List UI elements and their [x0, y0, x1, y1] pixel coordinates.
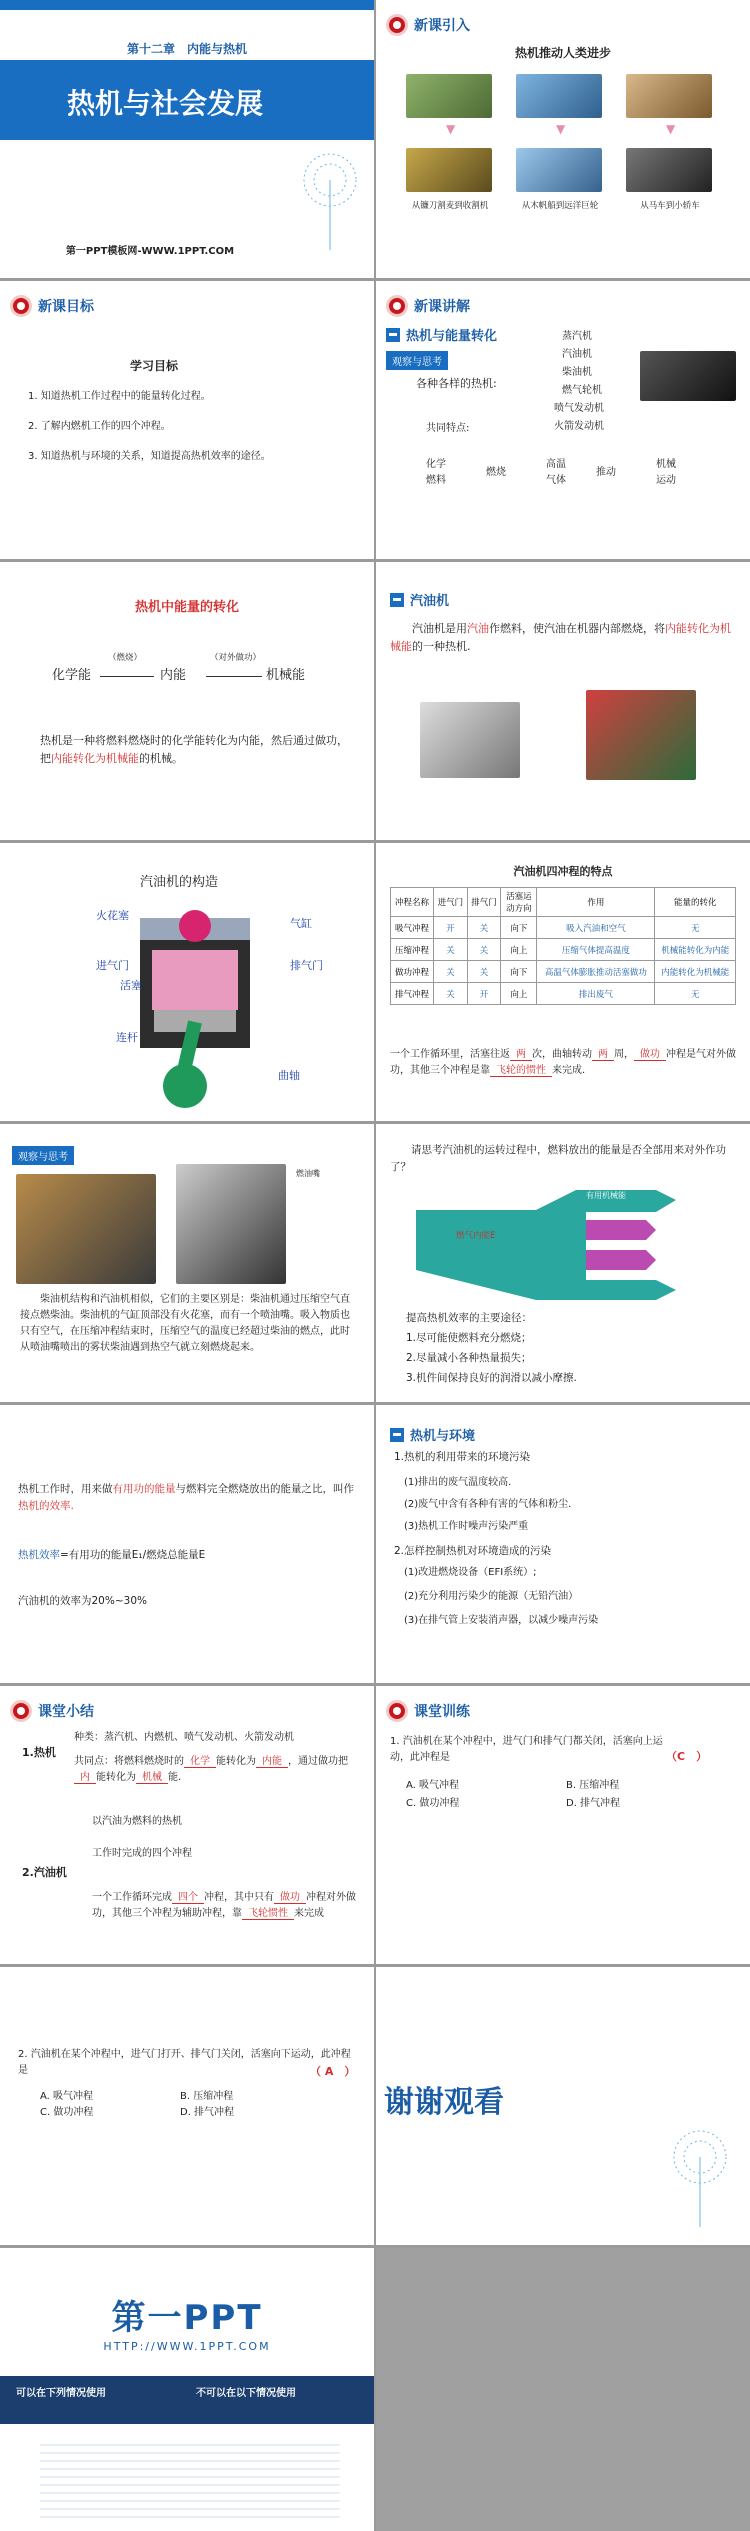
goals-title: 学习目标	[130, 359, 179, 373]
injector-caption: 燃油嘴	[296, 1169, 320, 1178]
slide-efficiency	[376, 1124, 750, 1402]
annot-burn: （燃烧）	[108, 653, 143, 663]
image-diesel-engine	[16, 1174, 156, 1284]
label-cylinder: 气缸	[290, 917, 312, 930]
image-steam-train	[640, 351, 736, 401]
energy-mech: 机械能	[266, 668, 306, 683]
section-header: 新课目标	[10, 295, 94, 317]
observe-tag: 观察与思考	[12, 1146, 74, 1165]
link-list	[40, 2438, 340, 2518]
empty-area	[376, 2248, 750, 2531]
target-icon	[386, 1700, 408, 1722]
summary-line: 共同点：将燃料燃烧时的 化学 能转化为 内能 ，通过做功把内 能转化为 机械 能.	[74, 1756, 348, 1783]
summary-line: 工作时完成的四个冲程	[92, 1848, 192, 1859]
subsection-header: 热机与能量转化	[386, 325, 497, 344]
label-piston: 活塞	[120, 979, 142, 992]
image-engine-color	[586, 690, 696, 780]
env-item: (3)在排气管上安装消声器，以减少噪声污染	[404, 1615, 599, 1626]
section-header: 课堂小结	[10, 1700, 94, 1722]
summary-num: 1.热机	[22, 1746, 56, 1759]
table-row: 压缩冲程 关 关 向上 压缩气体提高温度 机械能转化为内能	[391, 939, 736, 961]
energy-title: 热机中能量的转化	[134, 600, 239, 615]
image-ship	[516, 148, 602, 192]
engine-item: 蒸汽机	[562, 331, 592, 342]
image-engine-part	[420, 702, 520, 778]
subsection-header: 汽油机	[390, 590, 449, 609]
slide-thanks	[376, 1967, 750, 2245]
efficiency-item: 2.尽量减小各种热量损失；	[406, 1352, 532, 1364]
label-spark-plug: 火花塞	[96, 909, 129, 922]
arrow-line	[206, 676, 262, 677]
label-common: 共同特点:	[426, 423, 470, 434]
eff-def-para: 热机工作时，用来做有用功的能量与燃料完全燃烧放出的能量之比，叫作热机的效率.	[18, 1483, 354, 1512]
efficiency-item: 3.机件间保持良好的润滑以减小摩擦.	[406, 1372, 577, 1384]
caption-3: 从马车到小轿车	[640, 201, 700, 211]
env-item: (1)改进燃烧设备（EFI系统）;	[404, 1567, 537, 1578]
image-carriage	[626, 74, 712, 118]
book-icon	[390, 1428, 404, 1442]
target-icon	[10, 1700, 32, 1722]
engine-item: 喷气发动机	[554, 403, 604, 414]
env-heading: 1.热机的利用带来的环境污染	[394, 1451, 531, 1463]
image-sickle	[406, 74, 492, 118]
table-row: 吸气冲程 开 关 向下 吸入汽油和空气 无	[391, 917, 736, 939]
option-b: B. 压缩冲程	[180, 2091, 234, 2102]
env-item: (1)排出的废气温度较高.	[404, 1477, 512, 1488]
answer-text: （C ）	[666, 1750, 708, 1763]
logo-text: 第一PPT	[111, 2298, 263, 2338]
arrow-down-icon: ▼	[666, 122, 676, 136]
footer-text: 第一PPT模板网-WWW.1PPT.COM	[65, 246, 235, 257]
diagram-label: 燃气内能E	[456, 1231, 496, 1241]
option-c: C. 做功冲程	[406, 1798, 460, 1809]
summary-line: 一个工作循环完成 四个 冲程，其中只有 做功 冲程对外做功，其他三个冲程为辅助冲程，靠 飞轮惯性 来完成	[92, 1892, 356, 1919]
diesel-para: 柴油机结构和汽油机相似，它们的主要区别是：柴油机通过压缩空气直接点燃柴油。柴油机的气缸顶部没有火花塞，而有一个喷油嘴。吸入物质也只有空气，在压缩冲程结束时，压缩空气的温度已经超过柴油的燃点，此时从喷油嘴喷出的雾状柴油遇到热空气就立刻燃烧起来。	[20, 1294, 350, 1353]
efficiency-title: 提高热机效率的主要途径：	[406, 1312, 532, 1324]
slide-practice-2	[0, 1967, 374, 2245]
env-heading: 2.怎样控制热机对环境造成的污染	[394, 1545, 552, 1557]
dandelion-icon	[290, 140, 370, 250]
summary-num: 2.汽油机	[22, 1866, 67, 1879]
image-car	[626, 148, 712, 192]
feature-burn: 燃烧	[486, 467, 506, 478]
eff-formula: 热机效率=有用功的能量E₁/燃烧总能量E	[18, 1549, 206, 1561]
slide-summary	[0, 1686, 374, 1964]
caption-1: 从镰刀割麦到收割机	[411, 201, 489, 211]
env-item: (3)热机工作时噪声污染严重	[404, 1521, 529, 1532]
slide-intro	[376, 0, 750, 278]
image-harvester	[406, 148, 492, 192]
option-a: A. 吸气冲程	[40, 2091, 94, 2102]
arrow-down-icon: ▼	[446, 122, 456, 136]
diagram-arrow-label: 有用机械能	[586, 1191, 626, 1200]
table-header: 冲程名称 进气门 排气门 活塞运动方向 作用 能量的转化	[391, 888, 736, 917]
question-text: 1. 汽油机在某个冲程中，进气门和排气门都关闭，活塞向上运动，此冲程是	[390, 1736, 663, 1763]
summary-line: 种类：蒸汽机、内燃机、喷气发动机、火箭发动机	[74, 1732, 294, 1743]
energy-para: 热机是一种将燃料燃烧时的化学能转化为内能，然后通过做功，把内能转化为机械能的机械。	[40, 734, 348, 765]
intro-title: 热机推动人类进步	[514, 46, 611, 60]
section-header: 新课引入	[386, 14, 470, 36]
slide-ad	[0, 2248, 374, 2531]
engine-item: 汽油机	[562, 349, 592, 360]
gasoline-para: 汽油机是用汽油作燃料，使汽油在机器内部燃烧，将内能转化为机械能的一种热机.	[390, 622, 731, 653]
dandelion-icon	[660, 2117, 740, 2227]
engine-item: 火箭发动机	[554, 421, 604, 432]
book-icon	[386, 328, 400, 342]
env-item: (2)充分利用污染少的能源（无铅汽油）	[404, 1591, 579, 1602]
section-header: 新课讲解	[386, 295, 470, 317]
goal-item: 3. 知道热机与环境的关系，知道提高热机效率的途径。	[28, 451, 271, 462]
arrow-down-icon: ▼	[556, 122, 566, 136]
info-col-2: 不可以在以下情况使用	[196, 2388, 296, 2399]
efficiency-item: 1.尽可能使燃料充分燃烧；	[406, 1332, 532, 1344]
option-b: B. 压缩冲程	[566, 1780, 620, 1791]
engine-item: 柴油机	[562, 367, 592, 378]
label-crank: 曲轴	[278, 1069, 300, 1082]
target-icon	[386, 14, 408, 36]
strokes-table	[390, 887, 736, 1005]
label-exhaust: 排气门	[290, 959, 323, 972]
slide-gasoline	[376, 562, 750, 840]
observe-tag: 观察与思考	[386, 351, 448, 370]
label-heat-engines: 各种各样的热机:	[416, 377, 497, 390]
strokes-title: 汽油机四冲程的特点	[513, 865, 613, 878]
efficiency-question: 请思考汽油机的运转过程中，燃料放出的能量是否全部用来对外作功了？	[390, 1144, 726, 1173]
slide-goals	[0, 281, 374, 559]
slide-energy	[0, 562, 374, 840]
info-bar	[0, 2376, 374, 2424]
image-diesel-cutaway	[176, 1164, 286, 1284]
label-rod: 连杆	[116, 1031, 138, 1044]
slide-eff-def	[0, 1405, 374, 1683]
thanks-text: 谢谢观看	[384, 2085, 504, 2120]
env-item: (2)废气中含有各种有害的气体和粉尘.	[404, 1499, 572, 1510]
feature-fuel: 化学 燃料	[426, 459, 446, 486]
structure-title: 汽油机的构造	[140, 875, 219, 890]
logo-url: HTTP://WWW.1PPT.COM	[103, 2340, 271, 2353]
target-icon	[10, 295, 32, 317]
slide-strokes	[376, 843, 750, 1121]
label-intake: 进气门	[96, 959, 129, 972]
answer-text: （ A ）	[310, 2065, 356, 2078]
slide-title-text: 热机与社会发展	[66, 87, 263, 120]
target-icon	[386, 295, 408, 317]
slide-practice-1	[376, 1686, 750, 1964]
feature-gas: 高温 气体	[546, 459, 566, 486]
summary-line: 以汽油为燃料的热机	[92, 1816, 182, 1827]
energy-chem: 化学能	[52, 668, 92, 683]
engine-diagram	[110, 898, 280, 1113]
chapter-label: 第十二章 内能与热机	[126, 42, 247, 56]
info-col-1: 可以在下列情况使用	[16, 2388, 106, 2399]
eff-range: 汽油机的效率为20%~30%	[18, 1595, 147, 1607]
table-row: 做功冲程 关 关 向下 高温气体膨胀推动活塞做功 内能转化为机械能	[391, 961, 736, 983]
slide-diesel	[0, 1124, 374, 1402]
goal-item: 1. 知道热机工作过程中的能量转化过程。	[28, 391, 211, 402]
energy-flow-diagram	[416, 1190, 716, 1300]
annot-work: （对外做功）	[210, 653, 262, 663]
slide-structure	[0, 843, 374, 1121]
engine-item: 燃气轮机	[562, 385, 602, 396]
strokes-footer: 一个工作循环里，活塞往返 两 次，曲轴转动 两 周， 做功 冲程是气对外做功，其他三个冲程是靠 飞轮的惯性 来完成.	[390, 1049, 736, 1076]
option-d: D. 排气冲程	[566, 1798, 621, 1809]
slide-lecture	[376, 281, 750, 559]
arrow-line	[100, 676, 154, 677]
caption-2: 从木帆船到远洋巨轮	[521, 201, 599, 211]
question-text: 2. 汽油机在某个冲程中，进气门打开、排气门关闭，活塞向下运动，此冲程是	[18, 2049, 351, 2076]
option-c: C. 做功冲程	[40, 2107, 94, 2118]
feature-motion: 机械 运动	[656, 459, 676, 486]
energy-internal: 内能	[160, 668, 187, 683]
section-header: 课堂训练	[386, 1700, 470, 1722]
slide-title	[0, 0, 374, 278]
option-a: A. 吸气冲程	[406, 1780, 460, 1791]
table-row: 排气冲程 关 开 向上 排出废气 无	[391, 983, 736, 1005]
feature-push: 推动	[596, 467, 616, 478]
slide-environment	[376, 1405, 750, 1683]
book-icon	[390, 593, 404, 607]
image-sailboat	[516, 74, 602, 118]
option-d: D. 排气冲程	[180, 2107, 235, 2118]
subsection-header: 热机与环境	[390, 1425, 475, 1444]
goal-item: 2. 了解内燃机工作的四个冲程。	[28, 421, 171, 432]
